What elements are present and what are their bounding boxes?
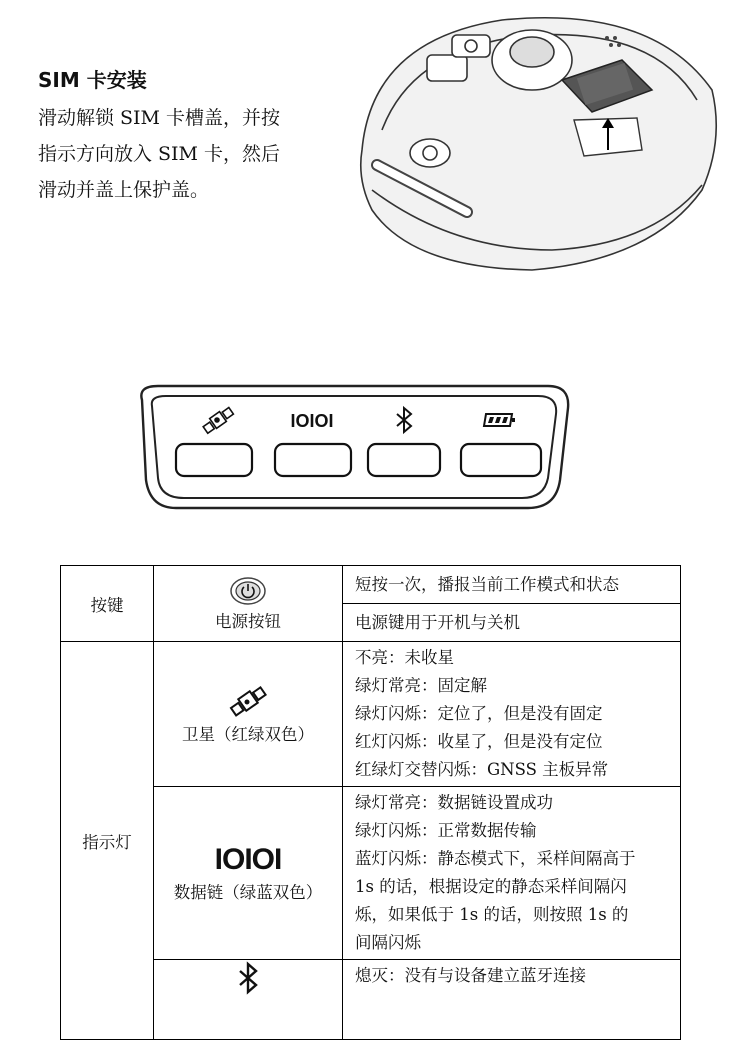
description-cell: 电源键用于开机与关机 [343, 604, 681, 642]
item-cell [154, 642, 343, 787]
description-line: 蓝灯闪烁：静态模式下，采样间隔高于 [355, 849, 636, 868]
description-line: 绿灯闪烁：正常数据传输 [355, 821, 537, 840]
item-cell [154, 566, 343, 642]
data-link-icon: IOIOI [290, 411, 334, 431]
category-cell: 按键 [61, 566, 154, 642]
battery-led-button [461, 444, 541, 476]
description-line: 烁，如果低于 1s 的话，则按照 1s 的 [355, 905, 629, 924]
item-label: 数据链（绿蓝双色） [173, 883, 323, 902]
description-cell: 短按一次，播报当前工作模式和状态 [343, 566, 681, 604]
description-cell [343, 787, 681, 960]
table-row [61, 787, 681, 960]
bluetooth-icon [233, 961, 263, 995]
item-label: 电源按钮 [215, 611, 281, 631]
description-line: 红绿灯交替闪烁：GNSS 主板异常 [355, 760, 609, 779]
description-cell [343, 642, 681, 787]
description-line: 绿灯闪烁：定位了，但是没有固定 [355, 704, 603, 723]
instruction-line: 指示方向放入 SIM 卡，然后 [38, 143, 281, 165]
satellite-icon [226, 683, 270, 719]
description-line: 红灯闪烁：收星了，但是没有定位 [355, 732, 603, 751]
item-label: 卫星（红绿双色） [182, 725, 314, 744]
power-icon [229, 576, 267, 606]
description-line: 绿灯常亮：固定解 [355, 676, 487, 695]
satellite-icon [203, 408, 233, 434]
data-link-led-button [275, 444, 351, 476]
description-line: 绿灯常亮：数据链设置成功 [355, 793, 553, 812]
description-line: 不亮：未收星 [355, 648, 454, 667]
bluetooth-icon [397, 408, 411, 432]
instruction-line: 滑动并盖上保护盖。 [38, 179, 210, 201]
description-line: 间隔闪烁 [355, 933, 421, 952]
instruction-line: 滑动解锁 SIM 卡槽盖，并按 [38, 107, 281, 129]
data-link-icon: IOIOI [214, 843, 282, 876]
category-cell: 指示灯 [61, 642, 154, 1040]
function-table [60, 565, 681, 1040]
item-cell [154, 787, 343, 960]
battery-icon [484, 414, 515, 426]
description-line: 1s 的话，根据设定的静态采样间隔闪 [355, 877, 627, 896]
table-row [61, 566, 681, 604]
description-line: 熄灭：没有与设备建立蓝牙连接 [355, 966, 586, 985]
bluetooth-led-button [368, 444, 440, 476]
sim-instructions [38, 100, 328, 208]
section-title: SIM 卡安装 [38, 68, 147, 92]
receiver-illustration [352, 0, 722, 280]
indicator-panel-illustration [128, 380, 578, 516]
satellite-led-button [176, 444, 252, 476]
table-row [61, 642, 681, 787]
